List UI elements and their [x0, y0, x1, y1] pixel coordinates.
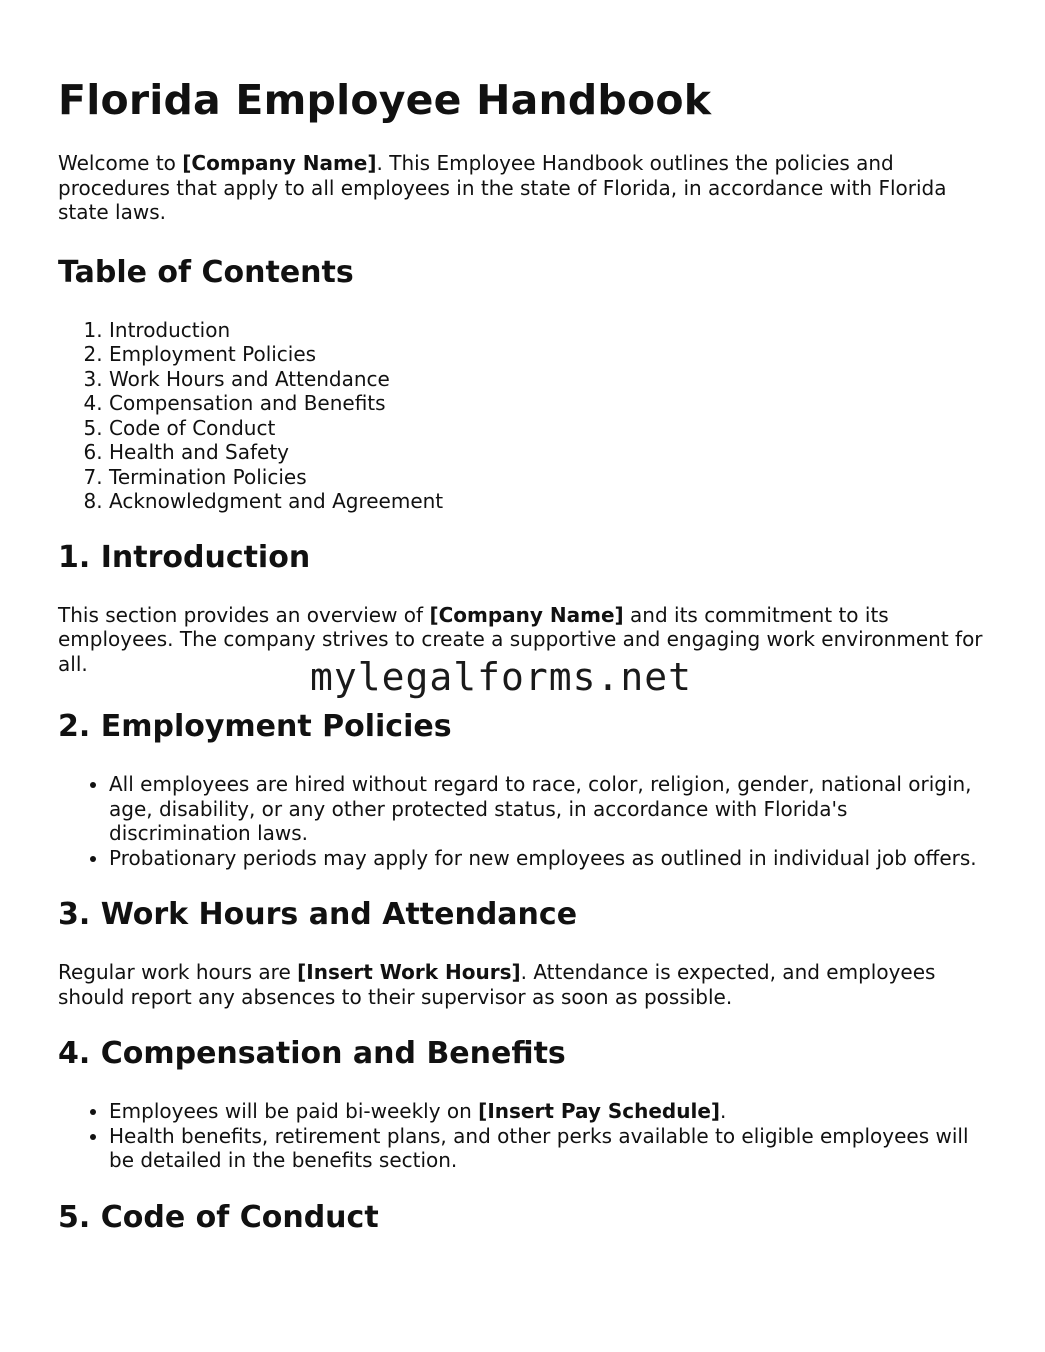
work-hours-placeholder: [Insert Work Hours] [297, 960, 521, 984]
intro-prefix: Welcome to [58, 151, 183, 175]
toc-item: 8. Acknowledgment and Agreement [109, 489, 988, 514]
section-heading-employment-policies: 2. Employment Policies [58, 709, 452, 744]
toc-item: 7. Termination Policies [109, 465, 988, 490]
toc-item: 6. Health and Safety [109, 440, 988, 465]
employment-policies-list [58, 772, 988, 870]
introduction-prefix: This section provides an overview of [58, 602, 430, 627]
toc-list [58, 318, 988, 514]
section-heading-introduction: 1. Introduction [58, 539, 311, 575]
company-name-placeholder: [Company Name] [429, 602, 624, 627]
intro-suffix: . This Employee Handbook outlines the policies and procedures that apply to all employees in the state of Florida, in accordance with Florida state laws. [58, 151, 947, 224]
document-page [58, 0, 988, 1236]
toc-item: 4. Compensation and Benefits [109, 391, 988, 416]
toc-item: 3. Work Hours and Attendance [109, 367, 988, 392]
toc-item: 2. Employment Policies [109, 342, 988, 367]
company-name-placeholder: [Company Name] [182, 151, 377, 175]
section-heading-code-of-conduct: 5. Code of Conduct [58, 1199, 379, 1235]
list-item: • All employees are hired without regard to race, color, religion, gender, national origin, age, disability, or any other protected status, in accordance with Florida's discrimination laws. [109, 772, 988, 846]
toc-heading: Table of Contents [58, 254, 354, 290]
document-title: Florida Employee Handbook [58, 76, 712, 124]
work-hours-suffix: . Attendance is expected, and employees should report any absences to their supervisor as soon as possible. [58, 960, 936, 1009]
intro-paragraph [58, 151, 988, 225]
list-item: • Health benefits, retirement plans, and other perks available to eligible employees will be detailed in the benefits section. [109, 1124, 988, 1173]
list-item [109, 1099, 988, 1124]
watermark: mylegalforms.net [310, 655, 693, 699]
work-hours-prefix: Regular work hours are [58, 960, 298, 984]
toc-item: 5. Code of Conduct [109, 416, 988, 441]
pay-schedule-placeholder: [Insert Pay Schedule] [478, 1099, 721, 1123]
compensation-list [58, 1099, 988, 1173]
pay-prefix: Employees will be paid bi-weekly on [109, 1099, 479, 1123]
section-heading-compensation: 4. Compensation and Benefits [58, 1036, 566, 1071]
section-heading-work-hours: 3. Work Hours and Attendance [58, 897, 578, 932]
pay-suffix: . [720, 1099, 727, 1123]
work-hours-paragraph [58, 960, 988, 1009]
list-item: • Probationary periods may apply for new employees as outlined in individual job offers. [109, 846, 988, 871]
toc-item: 1. Introduction [109, 318, 988, 343]
introduction-suffix: and its commitment to its employees. The company strives to create a supportive and engaging work environment for all. [58, 602, 983, 676]
